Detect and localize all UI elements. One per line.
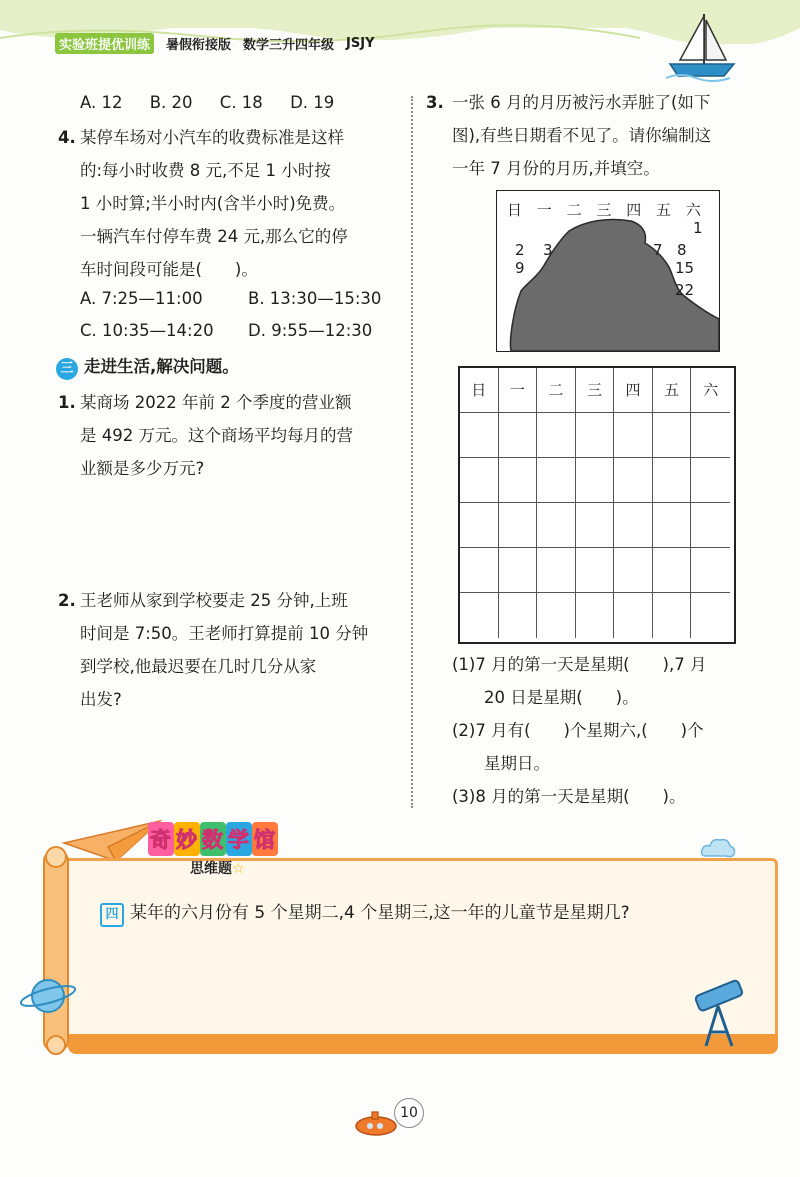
p1-line: 业额是多少万元?: [80, 459, 205, 478]
bonus-question: [100, 902, 630, 927]
weekday: 一: [536, 201, 552, 219]
bonus-title: [148, 822, 278, 856]
fill-line: (3)8 月的第一天是星期( )。: [452, 787, 686, 806]
title-char: 奇: [148, 822, 174, 856]
grid-empty-cell: [691, 413, 730, 458]
date-cell: 2: [515, 241, 525, 259]
p3-line: 一张 6 月的月历被污水弄脏了(如下: [452, 93, 711, 112]
grid-empty-cell: [691, 458, 730, 503]
grid-empty-cell: [537, 413, 576, 458]
fill-line: (1)7 月的第一天是星期( ),7 月: [452, 655, 707, 674]
grid-empty-cell: [653, 548, 692, 593]
header-brand: 实验班提优训练: [55, 33, 154, 54]
grid-empty-cell: [691, 503, 730, 548]
fill-line: 20 日是星期( )。: [484, 688, 639, 707]
grid-empty-cell: [460, 503, 499, 548]
p3-line: 一年 7 月份的月历,并填空。: [452, 159, 660, 178]
header-subject: 数学三升四年级: [243, 38, 335, 53]
scroll-roll: [30, 845, 78, 1055]
fill-line: 星期日。: [484, 754, 550, 773]
q4-option: B. 13:30—15:30: [248, 289, 382, 308]
grid-empty-cell: [653, 458, 692, 503]
date-cell: 3: [543, 241, 553, 259]
prev-options: [80, 92, 334, 114]
grid-header-cell: 一: [499, 368, 538, 413]
grid-header-cell: 三: [576, 368, 615, 413]
option-a: A. 12: [80, 93, 123, 112]
grid-header-cell: 六: [691, 368, 730, 413]
grid-empty-cell: [576, 548, 615, 593]
planet-icon: [18, 970, 78, 1020]
weekday: 日: [507, 201, 523, 219]
grid-empty-cell: [537, 503, 576, 548]
grid-empty-cell: [653, 503, 692, 548]
grid-empty-cell: [499, 593, 538, 638]
grid-empty-cell: [576, 458, 615, 503]
bonus-subtitle: [190, 858, 245, 878]
q4-line: 1 小时算;半小时内(含半小时)免费。: [80, 194, 346, 213]
bonus-box: [60, 858, 778, 1042]
grid-empty-cell: [499, 548, 538, 593]
q4-option: C. 10:35—14:20: [80, 321, 214, 340]
grid-empty-cell: [460, 593, 499, 638]
july-calendar-grid: [458, 366, 736, 644]
option-c: C. 18: [219, 93, 263, 112]
telescope-icon: [688, 978, 754, 1050]
date-cell: 7: [653, 241, 663, 259]
header-series: 暑假衔接版: [166, 38, 232, 53]
p1-number: 1.: [58, 393, 76, 412]
grid-empty-cell: [653, 593, 692, 638]
weekday: 六: [685, 201, 701, 219]
p2-line: 出发?: [80, 690, 122, 709]
grid-empty-cell: [460, 413, 499, 458]
date-cell: 8: [677, 241, 687, 259]
grid-empty-cell: [576, 593, 615, 638]
grid-empty-cell: [499, 458, 538, 503]
page-header: [0, 0, 800, 70]
cloud-icon: [700, 836, 736, 860]
header-title: [55, 33, 375, 54]
q4-line: 一辆汽车付停车费 24 元,那么它的停: [80, 227, 348, 246]
grid-empty-cell: [499, 413, 538, 458]
title-char: 妙: [174, 822, 200, 856]
weekday: 五: [655, 201, 671, 219]
grid-empty-cell: [537, 593, 576, 638]
p2-number: 2.: [58, 591, 76, 610]
q4-number: 4.: [58, 128, 76, 147]
bonus-box-bottom: [68, 1034, 778, 1054]
grid-empty-cell: [460, 458, 499, 503]
section-badge: 三: [56, 358, 78, 380]
section-3-heading: [56, 356, 239, 380]
grid-empty-cell: [614, 458, 653, 503]
title-char: 学: [226, 822, 252, 856]
section-title: 走进生活,解决问题。: [84, 357, 239, 376]
option-d: D. 19: [290, 93, 335, 112]
date-cell: 22: [675, 281, 695, 299]
date-cell: 9: [515, 259, 525, 277]
q4-option: A. 7:25—11:00: [80, 289, 203, 308]
q4-line: 的:每小时收费 8 元,不足 1 小时按: [80, 161, 331, 180]
bonus-badge: 四: [100, 903, 124, 927]
p3-number: 3.: [426, 93, 444, 112]
grid-empty-cell: [576, 503, 615, 548]
p2-line: 王老师从家到学校要走 25 分钟,上班: [80, 591, 348, 610]
weekday: 二: [566, 201, 582, 219]
grid-empty-cell: [614, 413, 653, 458]
p2-line: 到学校,他最迟要在几时几分从家: [80, 657, 317, 676]
bonus-subtitle-text: 思维题: [190, 861, 232, 877]
p1-line: 某商场 2022 年前 2 个季度的营业额: [80, 393, 352, 412]
grid-empty-cell: [691, 593, 730, 638]
header-edition: JSJY: [346, 36, 375, 51]
title-char: 数: [200, 822, 226, 856]
grid-empty-cell: [614, 593, 653, 638]
option-b: B. 20: [149, 93, 193, 112]
grid-empty-cell: [691, 548, 730, 593]
weekday: 三: [596, 201, 612, 219]
q4-line: 车时间段可能是( )。: [80, 260, 258, 279]
grid-empty-cell: [614, 548, 653, 593]
star-icon: ☆: [232, 861, 245, 877]
grid-header-cell: 四: [614, 368, 653, 413]
grid-empty-cell: [576, 413, 615, 458]
bonus-question-text: 某年的六月份有 5 个星期二,4 个星期三,这一年的儿童节是星期几?: [130, 903, 630, 923]
fill-line: (2)7 月有( )个星期六,( )个: [452, 721, 704, 740]
grid-empty-cell: [499, 503, 538, 548]
grid-empty-cell: [460, 548, 499, 593]
sailboat-icon: [660, 10, 740, 82]
title-char: 馆: [252, 822, 278, 856]
weekday: 四: [626, 201, 642, 219]
grid-empty-cell: [537, 458, 576, 503]
q4-option: D. 9:55—12:30: [248, 321, 373, 340]
stained-calendar: [496, 190, 720, 352]
p3-line: 图),有些日期看不见了。请你编制这: [452, 126, 712, 145]
date-cell: 15: [675, 259, 695, 277]
grid-empty-cell: [537, 548, 576, 593]
grid-header-cell: 日: [460, 368, 499, 413]
column-divider: [411, 96, 413, 808]
p2-line: 时间是 7:50。王老师打算提前 10 分钟: [80, 624, 369, 643]
grid-header-cell: 二: [537, 368, 576, 413]
date-cell: 1: [693, 219, 703, 237]
p1-line: 是 492 万元。这个商场平均每月的营: [80, 426, 353, 445]
grid-empty-cell: [614, 503, 653, 548]
q4-line: 某停车场对小汽车的收费标准是这样: [80, 128, 344, 147]
grid-header-cell: 五: [653, 368, 692, 413]
grid-empty-cell: [653, 413, 692, 458]
page-number: 10: [394, 1098, 424, 1128]
